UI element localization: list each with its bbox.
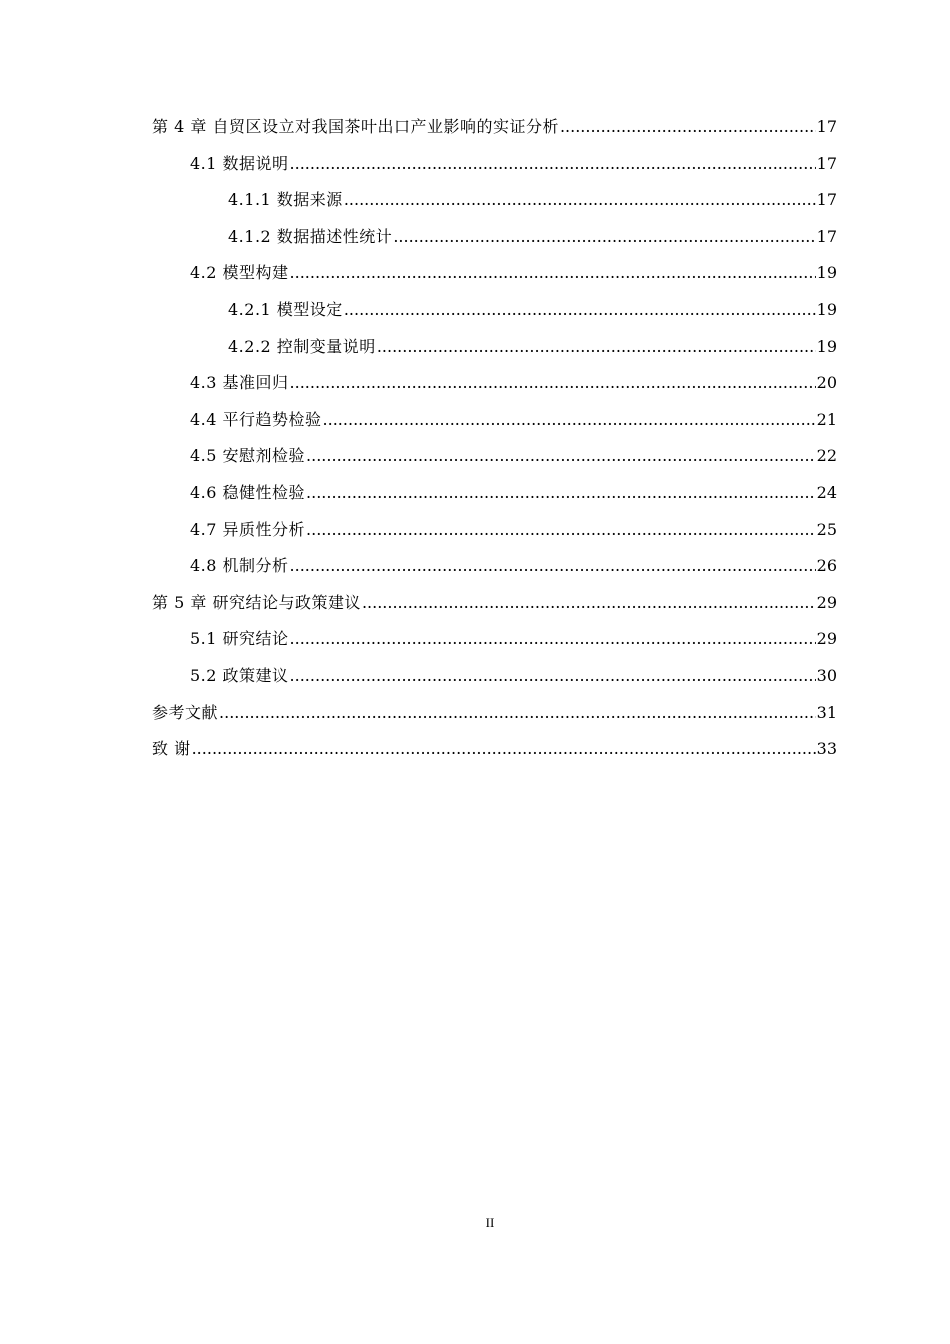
- toc-entry[interactable]: [152, 591, 837, 628]
- toc-entry-title: 5.1 研究结论: [190, 629, 289, 649]
- toc-entry[interactable]: [152, 115, 837, 152]
- toc-entry-title: 参考文献: [152, 702, 219, 722]
- toc-entry-page: 31: [816, 702, 837, 722]
- toc-entry[interactable]: [152, 554, 837, 591]
- table-of-contents: [152, 115, 837, 774]
- toc-entry-title: 第 4 章 自贸区设立对我国茶叶出口产业影响的实证分析: [152, 117, 559, 136]
- toc-entry-title: 4.2.2 控制变量说明: [228, 336, 376, 356]
- toc-entry-page: 17: [816, 190, 837, 210]
- toc-dot-leader: [306, 518, 816, 542]
- toc-dot-leader: [290, 554, 816, 578]
- toc-entry-page: 26: [816, 556, 837, 576]
- toc-entry-page: 29: [816, 592, 837, 612]
- toc-entry-title: 5.2 政策建议: [190, 665, 289, 685]
- toc-entry[interactable]: [152, 152, 837, 189]
- toc-entry-title: 4.5 安慰剂检验: [190, 446, 306, 466]
- toc-entry-title: 第 5 章 研究结论与政策建议: [152, 592, 361, 612]
- toc-dot-leader: [362, 591, 816, 615]
- toc-entry[interactable]: [152, 518, 837, 555]
- toc-entry[interactable]: [152, 701, 837, 738]
- toc-entry-title: 4.1 数据说明: [190, 153, 289, 173]
- toc-dot-leader: [344, 298, 816, 322]
- toc-entry-title: 4.6 稳健性检验: [190, 482, 306, 502]
- toc-entry-page: 24: [816, 482, 837, 502]
- toc-dot-leader: [377, 335, 816, 359]
- toc-entry-page: 17: [816, 117, 837, 136]
- toc-entry[interactable]: [152, 627, 837, 664]
- toc-dot-leader: [306, 444, 816, 468]
- toc-dot-leader: [290, 152, 816, 176]
- toc-entry-title: 致 谢: [152, 739, 191, 759]
- toc-entry-page: 33: [816, 739, 837, 759]
- toc-dot-leader: [219, 701, 816, 725]
- toc-entry-page: 29: [816, 629, 837, 649]
- toc-entry[interactable]: [152, 371, 837, 408]
- toc-entry[interactable]: [152, 298, 837, 335]
- toc-entry[interactable]: [152, 664, 837, 701]
- toc-entry-page: 20: [816, 373, 837, 393]
- toc-entry-title: 4.8 机制分析: [190, 556, 289, 576]
- toc-entry-page: 19: [816, 263, 837, 283]
- toc-dot-leader: [290, 664, 816, 688]
- toc-entry[interactable]: [152, 737, 837, 774]
- toc-entry[interactable]: [152, 225, 837, 262]
- toc-entry-page: 30: [816, 665, 837, 685]
- toc-entry[interactable]: [152, 188, 837, 225]
- toc-entry-page: 19: [816, 299, 837, 319]
- toc-dot-leader: [560, 115, 816, 139]
- toc-entry[interactable]: [152, 335, 837, 372]
- toc-entry-title: 4.2.1 模型设定: [228, 299, 343, 319]
- toc-entry[interactable]: [152, 408, 837, 445]
- toc-entry-title: 4.2 模型构建: [190, 263, 289, 283]
- toc-entry-page: 17: [816, 153, 837, 173]
- toc-entry-page: 17: [816, 226, 837, 246]
- toc-dot-leader: [290, 371, 816, 395]
- toc-entry-page: 25: [816, 519, 837, 539]
- toc-dot-leader: [393, 225, 815, 249]
- toc-dot-leader: [323, 408, 816, 432]
- toc-entry-title: 4.1.2 数据描述性统计: [228, 226, 393, 246]
- toc-entry-page: 21: [816, 409, 837, 429]
- toc-dot-leader: [290, 261, 816, 285]
- toc-dot-leader: [290, 627, 816, 651]
- toc-entry-title: 4.3 基准回归: [190, 373, 289, 393]
- toc-dot-leader: [192, 737, 816, 761]
- toc-entry-title: 4.4 平行趋势检验: [190, 409, 322, 429]
- toc-dot-leader: [344, 188, 816, 212]
- toc-entry-title: 4.7 异质性分析: [190, 519, 306, 539]
- toc-entry-page: 22: [816, 446, 837, 466]
- toc-entry-title: 4.1.1 数据来源: [228, 190, 343, 210]
- page-number: II: [485, 1215, 495, 1230]
- toc-entry[interactable]: [152, 444, 837, 481]
- toc-dot-leader: [306, 481, 816, 505]
- toc-entry-page: 19: [816, 336, 837, 356]
- toc-entry[interactable]: [152, 481, 837, 518]
- toc-entry[interactable]: [152, 261, 837, 298]
